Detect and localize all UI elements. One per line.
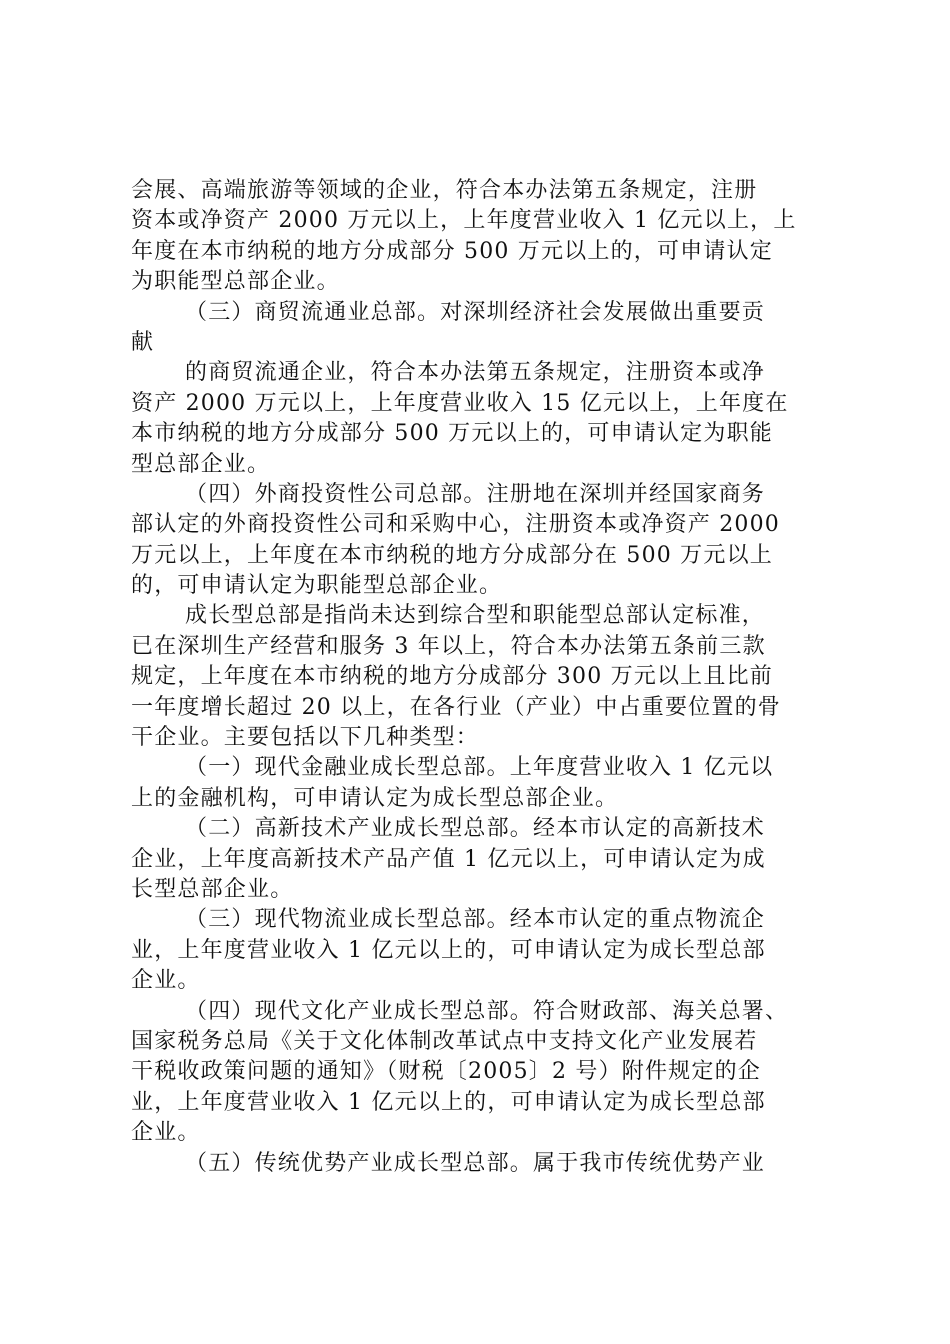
document-line: （四）外商投资性公司总部。注册地在深圳并经国家商务 [185,481,766,507]
document-line: 国家税务总局《关于文化体制改革试点中支持文化产业发展若 [131,1028,758,1054]
document-line: 本市纳税的地方分成部分 500 万元以上的，可申请认定为职能 [131,421,773,447]
document-line: 为职能型总部企业。 [131,269,340,295]
document-line: （一）现代金融业成长型总部。上年度营业收入 1 亿元以 [185,755,774,781]
document-line: 一年度增长超过 20 以上，在各行业（产业）中占重要位置的骨 [131,694,781,720]
document-line: 的商贸流通企业，符合本办法第五条规定，注册资本或净 [185,360,766,386]
document-line: 企业。 [131,1120,201,1146]
document-line: 业，上年度营业收入 1 亿元以上的，可申请认定为成长型总部 [131,937,766,963]
document-line: 已在深圳生产经营和服务 3 年以上，符合本办法第五条前三款 [131,633,766,659]
document-line: 年度在本市纳税的地方分成部分 500 万元以上的，可申请认定 [131,238,773,264]
document-line: 的，可申请认定为职能型总部企业。 [131,573,503,599]
document-line: 型总部企业。 [131,451,271,477]
document-line: 资产 2000 万元以上，上年度营业收入 15 亿元以上，上年度在 [131,390,789,416]
document-line: 献 [131,329,155,355]
document-line: 上的金融机构，可申请认定为成长型总部企业。 [131,785,619,811]
document-line: （三）商贸流通业总部。对深圳经济社会发展做出重要贡 [185,299,766,325]
document-line: 部认定的外商投资性公司和采购中心，注册资本或净资产 2000 [131,512,780,538]
document-line: 干企业。主要包括以下几种类型： [131,725,480,751]
document-line: 资本或净资产 2000 万元以上，上年度营业收入 1 亿元以上，上 [131,208,797,234]
document-line: 企业，上年度高新技术产品产值 1 亿元以上，可申请认定为成 [131,846,766,872]
document-line: （五）传统优势产业成长型总部。属于我市传统优势产业 [185,1150,766,1176]
document-line: 长型总部企业。 [131,876,294,902]
document-body [131,176,831,1179]
document-line: 会展、高端旅游等领域的企业，符合本办法第五条规定，注册 [131,178,758,203]
document-line: （二）高新技术产业成长型总部。经本市认定的高新技术 [185,816,766,842]
document-line: 万元以上，上年度在本市纳税的地方分成部分在 500 万元以上 [131,542,773,568]
document-line: 企业。 [131,968,201,994]
document-line: （三）现代物流业成长型总部。经本市认定的重点物流企 [185,907,766,933]
document-line: （四）现代文化产业成长型总部。符合财政部、海关总署、 [185,998,789,1024]
document-line: 干税收政策问题的通知》（财税〔2005〕2 号）附件规定的企 [131,1059,761,1085]
document-line: 规定，上年度在本市纳税的地方分成部分 300 万元以上且比前 [131,664,773,690]
document-line: 业，上年度营业收入 1 亿元以上的，可申请认定为成长型总部 [131,1089,766,1115]
document-line: 成长型总部是指尚未达到综合型和职能型总部认定标准， [185,603,766,629]
